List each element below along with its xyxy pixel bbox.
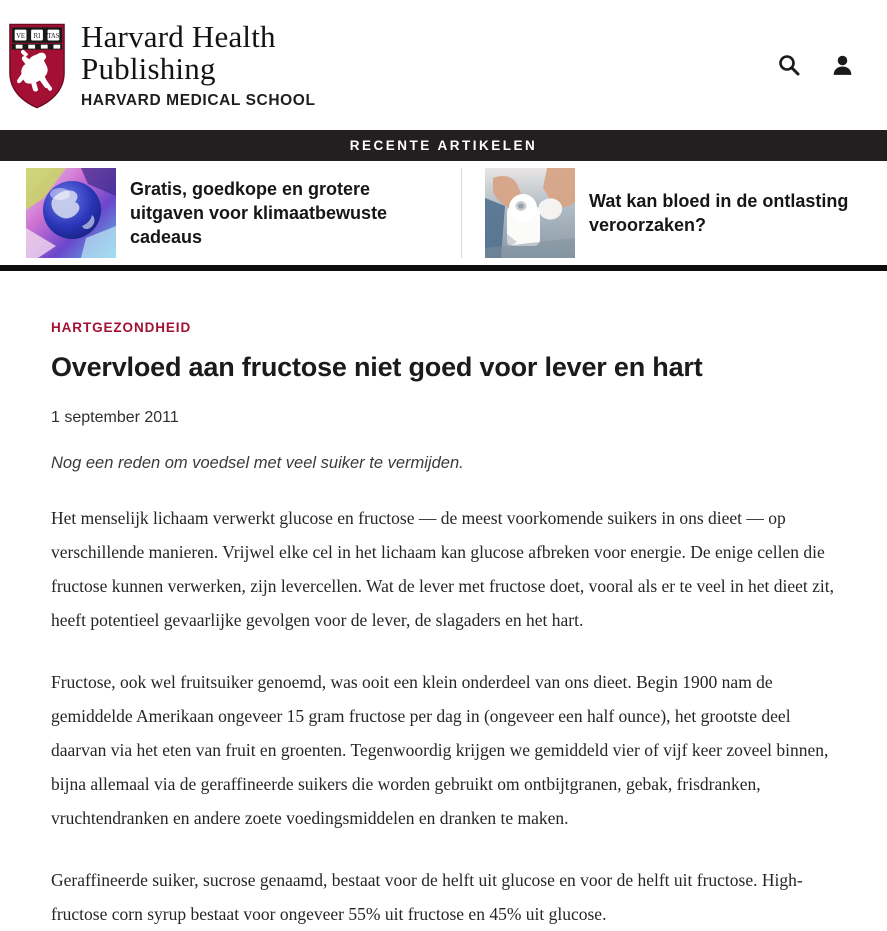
article-title: Overvloed aan fructose niet goed voor lever en hart <box>51 352 703 382</box>
person-icon <box>830 53 855 78</box>
svg-text:VE: VE <box>16 32 26 40</box>
article-category-link[interactable]: HARTGEZONDHEID <box>51 320 192 335</box>
article-paragraph: Het menselijk lichaam verwerkt glucose en fructose — de meest voorkomende suikers in ons dieet — op verschillende manieren. Vrijwel elke cel in het lichaam kan glucose afbreken voor energie. De enige cellen die fructose kunnen verwerken, zijn levercellen. Wat de lever met fructose doet, vooral als er te veel in het dieet zit, heeft potentieel gevaarlijke gevolgen voor de lever, de slagaders en het hart. <box>51 508 835 630</box>
site-header <box>0 0 887 130</box>
article-thumbnail-globe <box>26 168 116 258</box>
article-paragraph: Geraffineerde suiker, sucrose genaamd, bestaat voor de helft uit glucose en voor de helft uit fructose. High-fructose corn syrup bestaat voor ongeveer 55% uit fructose en 45% uit glucose. <box>51 870 803 924</box>
article-date: 1 september 2011 <box>51 409 179 426</box>
svg-text:RI: RI <box>33 32 41 40</box>
search-icon <box>777 53 801 77</box>
recent-article-title[interactable]: Gratis, goedkope en grotere uitgaven voor klimaatbewuste cadeaus <box>130 179 388 247</box>
site-subtitle: HARVARD MEDICAL SCHOOL <box>81 91 316 109</box>
recent-articles-bar <box>0 130 887 161</box>
search-button[interactable] <box>776 52 802 78</box>
article-intro: Nog een reden om voedsel met veel suiker te vermijden. <box>51 454 464 472</box>
recent-article-title[interactable]: Wat kan bloed in de ontlasting veroorzaken? <box>589 191 849 235</box>
site-logo-text <box>81 18 316 110</box>
header-actions <box>776 52 855 78</box>
article-thumbnail-toilet-paper <box>485 168 575 258</box>
site-logo[interactable] <box>8 20 316 110</box>
recent-article-card-toilet-paper[interactable] <box>462 168 887 258</box>
recent-article-card-globe[interactable] <box>0 168 461 258</box>
harvard-crest-icon <box>8 22 66 110</box>
site-title-line1: Harvard Health <box>81 18 276 54</box>
recent-articles-label: RECENTE ARTIKELEN <box>349 138 538 153</box>
svg-text:TAS: TAS <box>47 32 60 40</box>
account-button[interactable] <box>829 52 855 78</box>
recent-articles-strip <box>0 161 887 265</box>
site-title-line2: Publishing <box>81 50 216 86</box>
article-main <box>0 271 887 931</box>
article-body <box>51 501 836 931</box>
article-paragraph: Fructose, ook wel fruitsuiker genoemd, was ooit een klein onderdeel van ons dieet. Begin 1900 nam de gemiddelde Amerikaan ongeveer 15 gram fructose per dag in (ongeveer een half ounce), het grootste deel daarvan via het eten van fruit en groenten. Tegenwoordig krijgen we gemiddeld vier of vijf keer zoveel binnen, bijna allemaal via de geraffineerde suikers die worden gebruikt om ontbijtgranen, gebak, frisdranken, vruchtendranken en andere zoete voedingsmiddelen en dranken te maken. <box>51 672 829 828</box>
site-title <box>81 18 316 86</box>
